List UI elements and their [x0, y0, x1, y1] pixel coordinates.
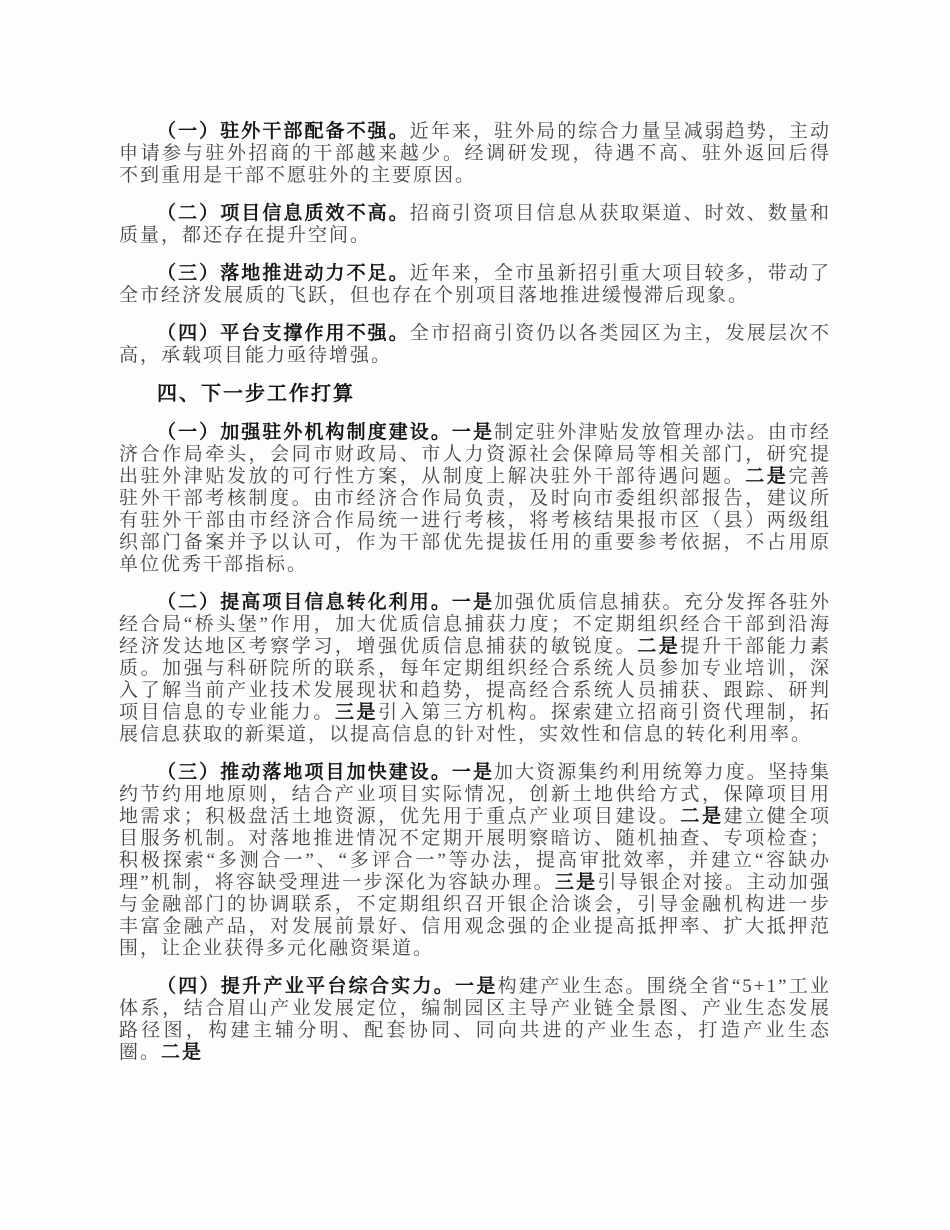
bold-text-run: （二）项目信息质效不高。: [157, 203, 410, 224]
text-run: 完善驻外干部考核制度。由市经济合作局负责，及时向市委组织部报告，建议所有驻外干部由市经济合作局统一进行考核，将考核结果报市区（县）两级组织部门备案并予以认可，作为干部优先提拔任用的重要参考依据，不占用原单位优秀干部指标。: [119, 466, 831, 575]
text-run: 近年来，驻外局的综合力量呈减弱趋势，主动申请参与驻外招商的干部越来越少。经调研发现，待遇不高、驻外返回后得不到重用是干部不愿驻外的主要原因。: [119, 121, 831, 186]
paragraph: [119, 422, 831, 576]
text-run: 引导银企对接。主动加强与金融部门的协调联系，不定期组织召开银企洽谈会，引导金融机构进一步丰富金融产品，对发展前景好、信用观念强的企业提高抵押率、扩大抵押范围，让企业获得多元化融资渠道。: [119, 872, 831, 959]
bold-text-run: 四、下一步工作打算: [157, 383, 355, 405]
paragraph: [119, 976, 831, 1064]
text-run: 加大资源集约利用统筹力度。坚持集约节约用地原则，结合产业项目实际情况，创新土地供给方式，保障项目用地需求；积极盘活土地资源，优先用于重点产业项目建设。: [119, 762, 831, 827]
bold-text-run: （四）提升产业平台综合实力。一是: [157, 976, 498, 997]
paragraph: [119, 263, 831, 307]
bold-text-run: 三是: [334, 702, 379, 723]
bold-text-run: （三）推动落地项目加快建设。一是: [157, 762, 495, 783]
text-run: 制定驻外津贴发放管理办法。由市经济合作局牵头，会同市财政局、市人力资源社会保障局等相关部门，研究提出驻外津贴发放的可行性方案，从制度上解决驻外干部待遇问题。: [119, 422, 831, 487]
paragraph: [119, 203, 831, 247]
paragraph: [119, 592, 831, 746]
paragraph: [119, 121, 831, 187]
document-page: [119, 0, 831, 1064]
bold-text-run: 二是: [745, 466, 789, 487]
text-run: 全市招商引资仍以各类园区为主，发展层次不高，承载项目能力亟待增强。: [119, 323, 831, 366]
text-run: 建立健全项目服务机制。对落地推进情况不定期开展明察暗访、随机抽查、专项检查；积极探索“多测合一”、“多评合一”等办法，提高审批效率，并建立“容缺办理”机制，将容缺受理进一步深化为容缺办理。: [119, 806, 831, 893]
bold-text-run: 三是: [554, 872, 598, 893]
bold-text-run: （二）提高项目信息转化利用。一是: [157, 592, 495, 613]
paragraph: [119, 762, 831, 960]
section-heading: [119, 383, 831, 406]
bold-text-run: 二是: [680, 806, 724, 827]
text-run: 招商引资项目信息从获取渠道、时效、数量和质量，都还存在提升空间。: [119, 203, 831, 246]
text-run: 构建产业生态。围绕全省“5+1”工业体系，结合眉山产业发展定位，编制园区主导产业链全景图、产业生态发展路径图，构建主辅分明、配套协同、同向共进的产业生态，打造产业生态圈。: [119, 976, 831, 1063]
bold-text-run: （一）加强驻外机构制度建设。一是: [157, 422, 495, 443]
document-body: [119, 121, 831, 1064]
text-run: 近年来，全市虽新招引重大项目较多，带动了全市经济发展质的飞跃，但也存在个别项目落地推进缓慢滞后现象。: [119, 263, 831, 306]
bold-text-run: 二是: [161, 1042, 204, 1063]
text-run: 引入第三方机构。探索建立招商引资代理制，拓展信息获取的新渠道，以提高信息的针对性，实效性和信息的转化利用率。: [119, 702, 831, 745]
paragraph: [119, 323, 831, 367]
bold-text-run: （三）落地推进动力不足。: [157, 263, 410, 284]
bold-text-run: （一）驻外干部配备不强。: [157, 121, 410, 142]
bold-text-run: 二是: [637, 636, 681, 657]
text-run: 加强优质信息捕获。充分发挥各驻外经合局“桥头堡”作用，加大优质信息捕获力度；不定期组织经合干部到沿海经济发达地区考察学习，增强优质信息捕获的敏锐度。: [119, 592, 831, 657]
bold-text-run: （四）平台支撑作用不强。: [157, 323, 410, 344]
text-run: 提升干部能力素质。加强与科研院所的联系，每年定期组织经合系统人员参加专业培训，深入了解当前产业技术发展现状和趋势，提高经合系统人员捕获、跟踪、研判项目信息的专业能力。: [119, 636, 831, 723]
